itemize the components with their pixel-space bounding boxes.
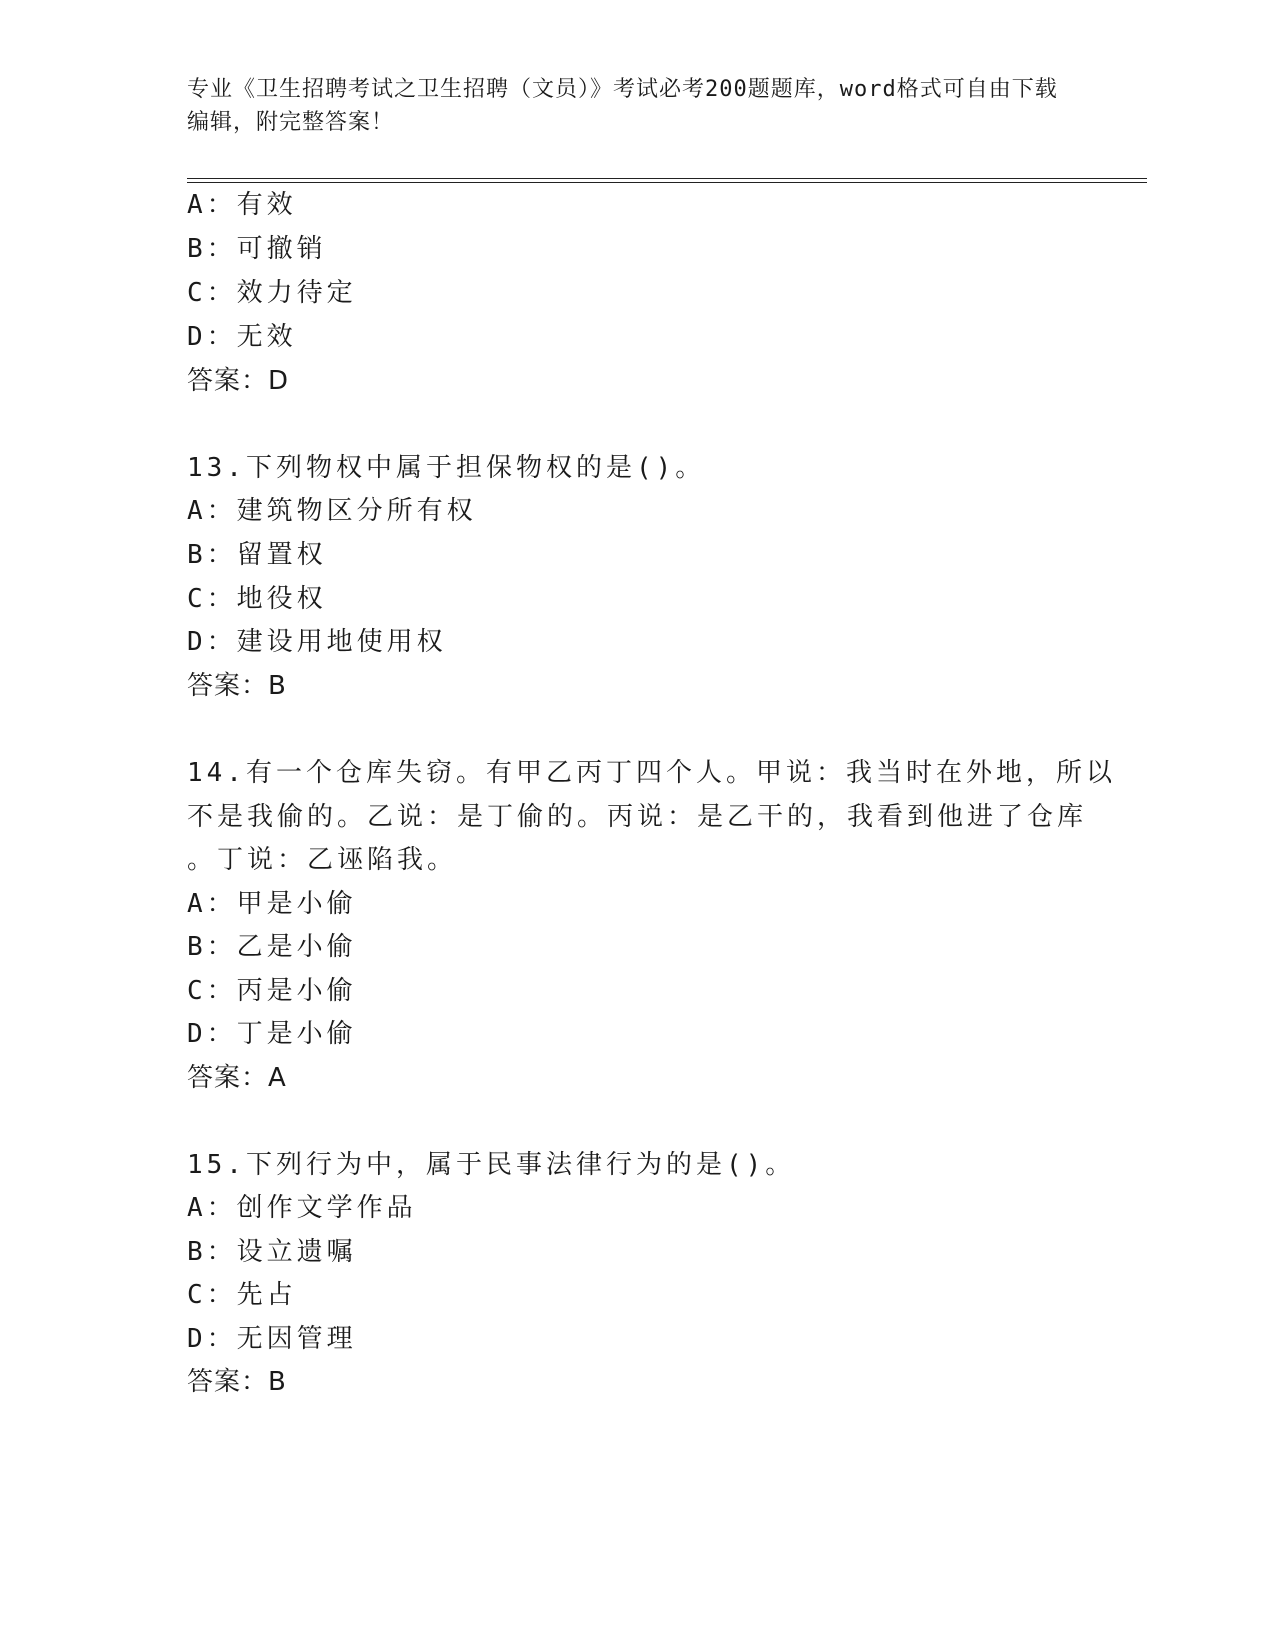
question-15-stem: 15.下列行为中，属于民事法律行为的是()。	[187, 1150, 796, 1180]
q14-option-a: A：甲是小偷	[187, 889, 357, 919]
document-header: 专业《卫生招聘考试之卫生招聘（文员）》考试必考200题题库，word格式可自由下载编辑，附完整答案！	[187, 77, 1058, 135]
question-14-stem-line-3: 。丁说：乙诬陷我。	[187, 845, 458, 875]
q15-option-c: C：先占	[187, 1280, 297, 1310]
q13-option-a: A：建筑物区分所有权	[187, 496, 477, 526]
q14-option-b: B：乙是小偷	[187, 932, 357, 962]
header-double-rule	[187, 178, 1147, 183]
option-a: A：有效	[187, 190, 297, 220]
q14-option-c: C：丙是小偷	[187, 976, 357, 1006]
answer-line: 答案：D	[187, 366, 290, 396]
question-14-stem-line-1: 14.有一个仓库失窃。有甲乙丙丁四个人。甲说：我当时在外地，所以	[187, 758, 1116, 788]
q15-option-a: A：创作文学作品	[187, 1193, 417, 1223]
q13-answer: 答案：B	[187, 671, 287, 701]
q15-answer: 答案：B	[187, 1367, 287, 1397]
q14-option-d: D：丁是小偷	[187, 1019, 357, 1049]
q13-option-d: D：建设用地使用权	[187, 627, 447, 657]
q13-option-c: C：地役权	[187, 584, 327, 614]
q13-option-b: B：留置权	[187, 540, 327, 570]
option-c: C：效力待定	[187, 278, 357, 308]
question-14-stem-line-2: 不是我偷的。乙说：是丁偷的。丙说：是乙干的，我看到他进了仓库	[187, 802, 1088, 832]
question-13-stem: 13.下列物权中属于担保物权的是()。	[187, 453, 706, 483]
option-d: D：无效	[187, 322, 297, 352]
q15-option-b: B：设立遗嘱	[187, 1237, 357, 1267]
q15-option-d: D：无因管理	[187, 1324, 357, 1354]
q14-answer: 答案：A	[187, 1063, 287, 1093]
option-b: B：可撤销	[187, 234, 327, 264]
